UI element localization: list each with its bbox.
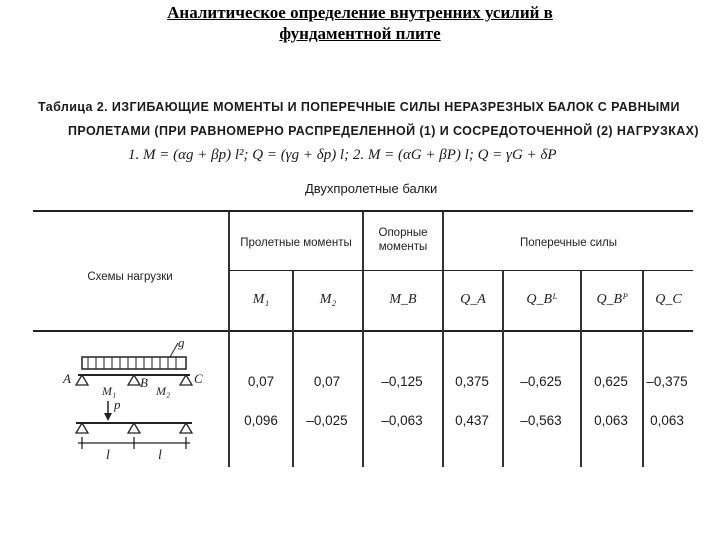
title-line-2: фундаментной плите [279, 24, 441, 43]
load-label-p: p [114, 397, 121, 412]
label-support-a: A [63, 371, 71, 386]
header-support-moments [364, 226, 442, 254]
load-scheme-diagram [60, 335, 225, 465]
label-span-1: l [106, 448, 110, 463]
support-b2-symbol [128, 423, 140, 433]
symbol-m1: M₁ [252, 292, 270, 307]
column-divider-1 [228, 212, 230, 467]
cell-row1-qa: 0,375 [455, 374, 489, 389]
support-a-symbol [76, 375, 88, 385]
cell-row2-qbr: 0,063 [594, 413, 628, 428]
label-moment-1: M₁ [102, 384, 117, 398]
symbol-qc: Q_C [655, 292, 682, 307]
cell-row2-m2: –0,025 [306, 413, 348, 428]
label-moment-2: M₂ [156, 384, 171, 398]
table-subtitle: Двухпролетные балки [305, 181, 438, 196]
cell-row1-m1: 0,07 [247, 374, 275, 389]
cell-row2-mb: –0,063 [381, 413, 423, 428]
symbol-mb: M_B [389, 292, 417, 307]
support-c-symbol [180, 375, 192, 385]
formula-line: 1. M = (αg + βp) l²; Q = (γg + δp) l; 2. M = (αG + βP) l; Q = γG + δP [128, 147, 557, 163]
support-a2-symbol [76, 423, 88, 433]
cell-row2-qc: 0,063 [650, 413, 684, 428]
point-load-arrowhead [104, 413, 112, 421]
header-support-moments-line-1: Опорные [378, 227, 428, 239]
load-leader-line [170, 343, 178, 357]
header-span-moments: Пролетные моменты [240, 237, 352, 249]
cell-row2-qbl: –0,563 [520, 413, 562, 428]
support-b-symbol [128, 375, 140, 385]
table-caption-line-2: ПРОЛЕТАМИ (ПРИ РАВНОМЕРНО РАСПРЕДЕЛЕННОЙ (1) И СОСРЕДОТОЧЕННОЙ (2) НАГРУЗКАХ) [68, 124, 699, 138]
label-span-2: l [158, 448, 162, 463]
symbol-m2: M₂ [319, 292, 337, 307]
title-line-1: Аналитическое определение внутренних усилий в [167, 3, 553, 22]
header-subdivider [228, 270, 693, 271]
page-title [0, 2, 720, 44]
load-hatching [88, 357, 176, 369]
cell-row1-qc: –0,375 [646, 374, 688, 389]
symbol-qb-left: Q_Bᴸ [526, 292, 558, 307]
column-divider-4 [442, 212, 444, 467]
cell-row1-mb: –0,125 [381, 374, 423, 389]
symbol-qa: Q_A [460, 292, 486, 307]
header-shear-forces: Поперечные силы [519, 237, 618, 249]
support-c2-symbol [180, 423, 192, 433]
label-support-c: C [194, 371, 203, 386]
symbol-qb-right: Q_Bᴾ [596, 292, 628, 307]
cell-row2-m1: 0,096 [244, 413, 278, 428]
uniform-load-block [82, 357, 186, 369]
table-caption-line-1: Таблица 2. ИЗГИБАЮЩИЕ МОМЕНТЫ И ПОПЕРЕЧНЫЕ СИЛЫ НЕРАЗРЕЗНЫХ БАЛОК С РАВНЫМИ [38, 100, 680, 114]
header-support-moments-line-2: моменты [378, 241, 428, 253]
cell-row1-qbl: –0,625 [520, 374, 562, 389]
cell-row2-qa: 0,437 [455, 413, 489, 428]
load-label-g: g [178, 335, 185, 350]
cell-row1-qbr: 0,625 [594, 374, 628, 389]
label-support-b: B [140, 375, 148, 390]
header-schemes: Схемы нагрузки [87, 271, 173, 283]
cell-row1-m2: 0,07 [313, 374, 341, 389]
